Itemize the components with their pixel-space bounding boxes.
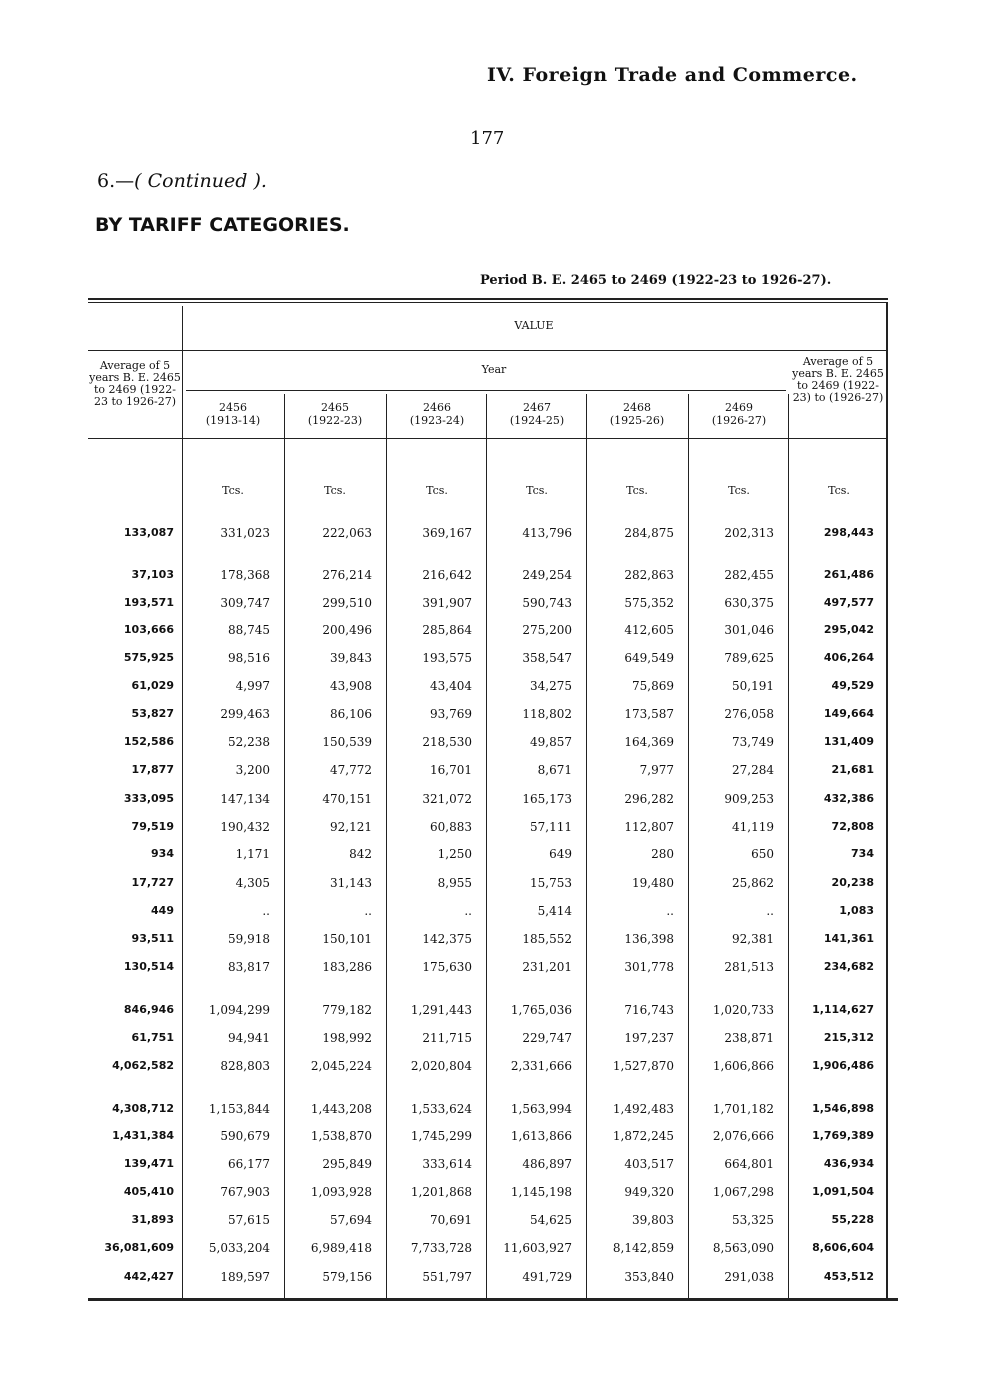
table-cell: 2,020,804 bbox=[410, 1059, 472, 1073]
table-cell: 1,250 bbox=[437, 847, 472, 861]
table-cell: 190,432 bbox=[220, 820, 270, 834]
year-column-header: 2468 bbox=[623, 401, 651, 414]
table-cell: 1,538,870 bbox=[310, 1129, 372, 1143]
table-cell: 21,681 bbox=[831, 763, 874, 776]
table-cell: 4,305 bbox=[235, 876, 270, 890]
table-cell: 178,368 bbox=[220, 568, 270, 582]
table-cell: 211,715 bbox=[422, 1031, 472, 1045]
table-cell: 36,081,609 bbox=[104, 1241, 174, 1254]
year-column-period: (1913-14) bbox=[205, 414, 261, 427]
table-cell: 284,875 bbox=[624, 526, 674, 540]
year-column-header: 2466 bbox=[423, 401, 451, 414]
table-cell: 486,897 bbox=[522, 1157, 572, 1171]
table-cell: 1,701,182 bbox=[712, 1102, 774, 1116]
table-cell: 39,803 bbox=[632, 1213, 674, 1227]
table-cell: 103,666 bbox=[123, 623, 174, 636]
header-bottom-rule bbox=[88, 438, 888, 439]
table-cell: 282,455 bbox=[724, 568, 774, 582]
table-cell: 215,312 bbox=[823, 1031, 874, 1044]
table-cell: 391,907 bbox=[422, 596, 472, 610]
table-cell: 4,997 bbox=[235, 679, 270, 693]
table-cell: 412,605 bbox=[624, 623, 674, 637]
year-header: Year bbox=[481, 363, 507, 376]
table-cell: 333,095 bbox=[123, 792, 174, 805]
table-cell: 130,514 bbox=[123, 960, 174, 973]
table-cell: 4,308,712 bbox=[112, 1102, 174, 1115]
table-cell: 575,352 bbox=[624, 596, 674, 610]
table-cell: 1,769,389 bbox=[812, 1129, 874, 1142]
year-column-period: (1925-26) bbox=[609, 414, 665, 427]
left-average-header: Average of 5 years B. E. 2465 to 2469 (1922-23 to 1926-27) bbox=[89, 359, 181, 408]
table-cell: 405,410 bbox=[123, 1185, 174, 1198]
table-cell: 59,918 bbox=[228, 932, 270, 946]
table-cell: 1,546,898 bbox=[812, 1102, 874, 1115]
table-cell: 8,955 bbox=[437, 876, 472, 890]
table-cell: 3,200 bbox=[235, 763, 270, 777]
year-column-period: (1924-25) bbox=[509, 414, 565, 427]
unit-label: Tcs. bbox=[728, 484, 750, 497]
year-column-period: (1923-24) bbox=[409, 414, 465, 427]
table-cell: 185,552 bbox=[522, 932, 572, 946]
table-cell: 218,530 bbox=[422, 735, 472, 749]
table-cell: 331,023 bbox=[220, 526, 270, 540]
table-cell: 86,106 bbox=[330, 707, 372, 721]
table-cell: 49,529 bbox=[831, 679, 874, 692]
unit-label: Tcs. bbox=[426, 484, 448, 497]
table-cell: 131,409 bbox=[823, 735, 874, 748]
table-cell: 229,747 bbox=[522, 1031, 572, 1045]
table-cell: 358,547 bbox=[522, 651, 572, 665]
table-number-label: 6.— bbox=[97, 170, 135, 192]
table-cell: 497,577 bbox=[823, 596, 874, 609]
table-cell: 301,778 bbox=[624, 960, 674, 974]
table-cell: .. bbox=[464, 904, 472, 918]
table-cell: 73,749 bbox=[732, 735, 774, 749]
table-cell: 8,142,859 bbox=[612, 1241, 674, 1255]
table-cell: 149,664 bbox=[823, 707, 874, 720]
table-cell: 2,331,666 bbox=[510, 1059, 572, 1073]
table-cell: 93,511 bbox=[131, 932, 174, 945]
table-cell: 491,729 bbox=[522, 1270, 572, 1284]
table-cell: 234,682 bbox=[823, 960, 874, 973]
table-cell: 449 bbox=[151, 904, 174, 917]
table-cell: 1,093,928 bbox=[310, 1185, 372, 1199]
table-continued-label: ( Continued ). bbox=[134, 170, 267, 192]
table-cell: 189,597 bbox=[220, 1270, 270, 1284]
year-column-header: 2467 bbox=[523, 401, 551, 414]
table-cell: 403,517 bbox=[624, 1157, 674, 1171]
table-bottom-rule bbox=[88, 1298, 898, 1301]
table-cell: 590,679 bbox=[220, 1129, 270, 1143]
table-cell: 7,977 bbox=[639, 763, 674, 777]
table-cell: 164,369 bbox=[624, 735, 674, 749]
table-cell: 1,563,994 bbox=[510, 1102, 572, 1116]
table-cell: 442,427 bbox=[123, 1270, 174, 1283]
table-cell: 183,286 bbox=[322, 960, 372, 974]
table-cell: 664,801 bbox=[724, 1157, 774, 1171]
table-cell: 276,214 bbox=[322, 568, 372, 582]
table-cell: 198,992 bbox=[322, 1031, 372, 1045]
table-cell: 575,925 bbox=[123, 651, 174, 664]
table-cell: 249,254 bbox=[522, 568, 572, 582]
table-cell: 141,361 bbox=[823, 932, 874, 945]
table-cell: 53,827 bbox=[131, 707, 174, 720]
table-cell: 299,463 bbox=[220, 707, 270, 721]
table-cell: 949,320 bbox=[624, 1185, 674, 1199]
table-number bbox=[97, 170, 267, 192]
unit-label: Tcs. bbox=[324, 484, 346, 497]
table-cell: 238,871 bbox=[724, 1031, 774, 1045]
table-cell: 1,067,298 bbox=[712, 1185, 774, 1199]
table-cell: 55,228 bbox=[831, 1213, 874, 1226]
table-cell: 60,883 bbox=[430, 820, 472, 834]
period-heading: Period B. E. 2465 to 2469 (1922-23 to 1926-27). bbox=[480, 273, 832, 288]
table-cell: 2,076,666 bbox=[712, 1129, 774, 1143]
table-cell: 150,539 bbox=[322, 735, 372, 749]
table-cell: 1,745,299 bbox=[410, 1129, 472, 1143]
year-column-period: (1922-23) bbox=[307, 414, 363, 427]
section-title: IV. Foreign Trade and Commerce. bbox=[487, 64, 858, 86]
table-cell: 193,571 bbox=[123, 596, 174, 609]
table-cell: 1,145,198 bbox=[510, 1185, 572, 1199]
table-cell: 650 bbox=[751, 847, 774, 861]
table-cell: 49,857 bbox=[530, 735, 572, 749]
table-cell: 27,284 bbox=[732, 763, 774, 777]
table-cell: 231,201 bbox=[522, 960, 572, 974]
table-cell: 298,443 bbox=[823, 526, 874, 539]
table-right-border bbox=[886, 302, 888, 1298]
table-cell: 295,849 bbox=[322, 1157, 372, 1171]
table-cell: 92,121 bbox=[330, 820, 372, 834]
table-cell: 8,671 bbox=[537, 763, 572, 777]
trade-table bbox=[88, 298, 888, 1302]
table-cell: 11,603,927 bbox=[503, 1241, 572, 1255]
unit-label: Tcs. bbox=[222, 484, 244, 497]
table-cell: 79,519 bbox=[131, 820, 174, 833]
table-cell: 630,375 bbox=[724, 596, 774, 610]
table-cell: 41,119 bbox=[732, 820, 774, 834]
table-cell: 1,431,384 bbox=[112, 1129, 174, 1142]
table-cell: 173,587 bbox=[624, 707, 674, 721]
table-cell: 94,941 bbox=[228, 1031, 270, 1045]
table-cell: 61,029 bbox=[131, 679, 174, 692]
table-cell: 118,802 bbox=[522, 707, 572, 721]
table-cell: .. bbox=[262, 904, 270, 918]
table-cell: 133,087 bbox=[123, 526, 174, 539]
year-column-period: (1926-27) bbox=[711, 414, 767, 427]
table-cell: 50,191 bbox=[732, 679, 774, 693]
table-cell: 734 bbox=[851, 847, 874, 860]
table-cell: 281,513 bbox=[724, 960, 774, 974]
table-cell: 909,253 bbox=[724, 792, 774, 806]
table-cell: 934 bbox=[151, 847, 174, 860]
table-cell: 200,496 bbox=[322, 623, 372, 637]
table-cell: 54,625 bbox=[530, 1213, 572, 1227]
table-cell: 20,238 bbox=[831, 876, 874, 889]
table-cell: 276,058 bbox=[724, 707, 774, 721]
table-cell: 53,325 bbox=[732, 1213, 774, 1227]
table-cell: 551,797 bbox=[422, 1270, 472, 1284]
table-cell: 17,727 bbox=[131, 876, 174, 889]
table-cell: 789,625 bbox=[724, 651, 774, 665]
table-cell: 25,862 bbox=[732, 876, 774, 890]
table-cell: 296,282 bbox=[624, 792, 674, 806]
table-cell: 202,313 bbox=[724, 526, 774, 540]
table-cell: 175,630 bbox=[422, 960, 472, 974]
table-cell: 846,946 bbox=[123, 1003, 174, 1016]
table-cell: 1,094,299 bbox=[208, 1003, 270, 1017]
table-cell: 8,606,604 bbox=[812, 1241, 874, 1254]
table-cell: 6,989,418 bbox=[310, 1241, 372, 1255]
table-cell: 152,586 bbox=[123, 735, 174, 748]
table-cell: 57,111 bbox=[530, 820, 572, 834]
table-cell: 453,512 bbox=[823, 1270, 874, 1283]
table-cell: .. bbox=[364, 904, 372, 918]
table-cell: 92,381 bbox=[732, 932, 774, 946]
table-cell: 197,237 bbox=[624, 1031, 674, 1045]
page-number: 177 bbox=[470, 128, 505, 149]
table-cell: 1,091,504 bbox=[812, 1185, 874, 1198]
table-cell: 1,906,486 bbox=[812, 1059, 874, 1072]
table-cell: 779,182 bbox=[322, 1003, 372, 1017]
year-column-header: 2456 bbox=[219, 401, 247, 414]
table-cell: 34,275 bbox=[530, 679, 572, 693]
table-cell: 1,291,443 bbox=[410, 1003, 472, 1017]
table-cell: 75,869 bbox=[632, 679, 674, 693]
table-cell: 413,796 bbox=[522, 526, 572, 540]
table-cell: 1,533,624 bbox=[410, 1102, 472, 1116]
table-cell: 1,613,866 bbox=[510, 1129, 572, 1143]
table-cell: 590,743 bbox=[522, 596, 572, 610]
table-cell: 280 bbox=[651, 847, 674, 861]
table-cell: 83,817 bbox=[228, 960, 270, 974]
table-cell: 142,375 bbox=[422, 932, 472, 946]
table-cell: .. bbox=[666, 904, 674, 918]
table-cell: 716,743 bbox=[624, 1003, 674, 1017]
table-cell: 1,765,036 bbox=[510, 1003, 572, 1017]
table-cell: 406,264 bbox=[823, 651, 874, 664]
table-cell: 432,386 bbox=[823, 792, 874, 805]
table-subtitle: BY TARIFF CATEGORIES. bbox=[95, 214, 350, 236]
table-cell: 369,167 bbox=[422, 526, 472, 540]
table-cell: 5,033,204 bbox=[208, 1241, 270, 1255]
table-cell: 1,492,483 bbox=[612, 1102, 674, 1116]
table-cell: 66,177 bbox=[228, 1157, 270, 1171]
table-cell: 309,747 bbox=[220, 596, 270, 610]
right-average-header: Average of 5 years B. E. 2465 to 2469 (1922-23) to (1926-27) bbox=[792, 355, 884, 404]
table-cell: 1,201,868 bbox=[410, 1185, 472, 1199]
table-cell: 193,575 bbox=[422, 651, 472, 665]
table-cell: 15,753 bbox=[530, 876, 572, 890]
table-cell: 47,772 bbox=[330, 763, 372, 777]
table-cell: 285,864 bbox=[422, 623, 472, 637]
table-cell: 8,563,090 bbox=[712, 1241, 774, 1255]
table-cell: 70,691 bbox=[430, 1213, 472, 1227]
table-cell: 139,471 bbox=[123, 1157, 174, 1170]
table-cell: 1,872,245 bbox=[612, 1129, 674, 1143]
table-cell: 1,114,627 bbox=[812, 1003, 874, 1016]
year-header-rule bbox=[186, 390, 786, 391]
table-cell: 165,173 bbox=[522, 792, 572, 806]
table-cell: 37,103 bbox=[131, 568, 174, 581]
value-header-rule bbox=[88, 350, 888, 351]
table-cell: 321,072 bbox=[422, 792, 472, 806]
table-cell: .. bbox=[766, 904, 774, 918]
unit-label: Tcs. bbox=[828, 484, 850, 497]
table-cell: 291,038 bbox=[724, 1270, 774, 1284]
table-cell: 828,803 bbox=[220, 1059, 270, 1073]
table-cell: 57,615 bbox=[228, 1213, 270, 1227]
table-cell: 150,101 bbox=[322, 932, 372, 946]
table-cell: 1,606,866 bbox=[712, 1059, 774, 1073]
table-cell: 579,156 bbox=[322, 1270, 372, 1284]
table-cell: 112,807 bbox=[624, 820, 674, 834]
table-top-rule bbox=[88, 298, 888, 300]
table-cell: 222,063 bbox=[322, 526, 372, 540]
table-cell: 93,769 bbox=[430, 707, 472, 721]
table-cell: 19,480 bbox=[632, 876, 674, 890]
table-cell: 31,143 bbox=[330, 876, 372, 890]
table-cell: 282,863 bbox=[624, 568, 674, 582]
table-cell: 17,877 bbox=[131, 763, 174, 776]
year-column-header: 2469 bbox=[725, 401, 753, 414]
table-cell: 16,701 bbox=[430, 763, 472, 777]
table-cell: 295,042 bbox=[823, 623, 874, 636]
table-cell: 39,843 bbox=[330, 651, 372, 665]
table-cell: 353,840 bbox=[624, 1270, 674, 1284]
unit-label: Tcs. bbox=[626, 484, 648, 497]
table-cell: 7,733,728 bbox=[410, 1241, 472, 1255]
table-cell: 842 bbox=[349, 847, 372, 861]
table-cell: 5,414 bbox=[537, 904, 572, 918]
table-cell: 61,751 bbox=[131, 1031, 174, 1044]
table-cell: 649 bbox=[549, 847, 572, 861]
table-cell: 31,893 bbox=[131, 1213, 174, 1226]
table-cell: 136,398 bbox=[624, 932, 674, 946]
table-cell: 1,527,870 bbox=[612, 1059, 674, 1073]
table-cell: 649,549 bbox=[624, 651, 674, 665]
value-header: VALUE bbox=[514, 319, 554, 332]
table-cell: 216,642 bbox=[422, 568, 472, 582]
table-cell: 72,808 bbox=[831, 820, 874, 833]
table-cell: 1,443,208 bbox=[310, 1102, 372, 1116]
table-cell: 43,404 bbox=[430, 679, 472, 693]
table-cell: 4,062,582 bbox=[112, 1059, 174, 1072]
table-cell: 301,046 bbox=[724, 623, 774, 637]
unit-label: Tcs. bbox=[526, 484, 548, 497]
table-cell: 1,020,733 bbox=[712, 1003, 774, 1017]
table-cell: 767,903 bbox=[220, 1185, 270, 1199]
table-cell: 299,510 bbox=[322, 596, 372, 610]
table-cell: 2,045,224 bbox=[310, 1059, 372, 1073]
table-cell: 52,238 bbox=[228, 735, 270, 749]
table-cell: 88,745 bbox=[228, 623, 270, 637]
table-cell: 1,153,844 bbox=[208, 1102, 270, 1116]
table-cell: 470,151 bbox=[322, 792, 372, 806]
table-cell: 436,934 bbox=[823, 1157, 874, 1170]
table-cell: 261,486 bbox=[823, 568, 874, 581]
table-cell: 98,516 bbox=[228, 651, 270, 665]
table-top-rule-2 bbox=[88, 302, 888, 303]
table-cell: 275,200 bbox=[522, 623, 572, 637]
table-cell: 147,134 bbox=[220, 792, 270, 806]
table-cell: 57,694 bbox=[330, 1213, 372, 1227]
year-column-header: 2465 bbox=[321, 401, 349, 414]
table-cell: 333,614 bbox=[422, 1157, 472, 1171]
table-cell: 43,908 bbox=[330, 679, 372, 693]
table-cell: 1,171 bbox=[235, 847, 270, 861]
table-cell: 1,083 bbox=[839, 904, 874, 917]
